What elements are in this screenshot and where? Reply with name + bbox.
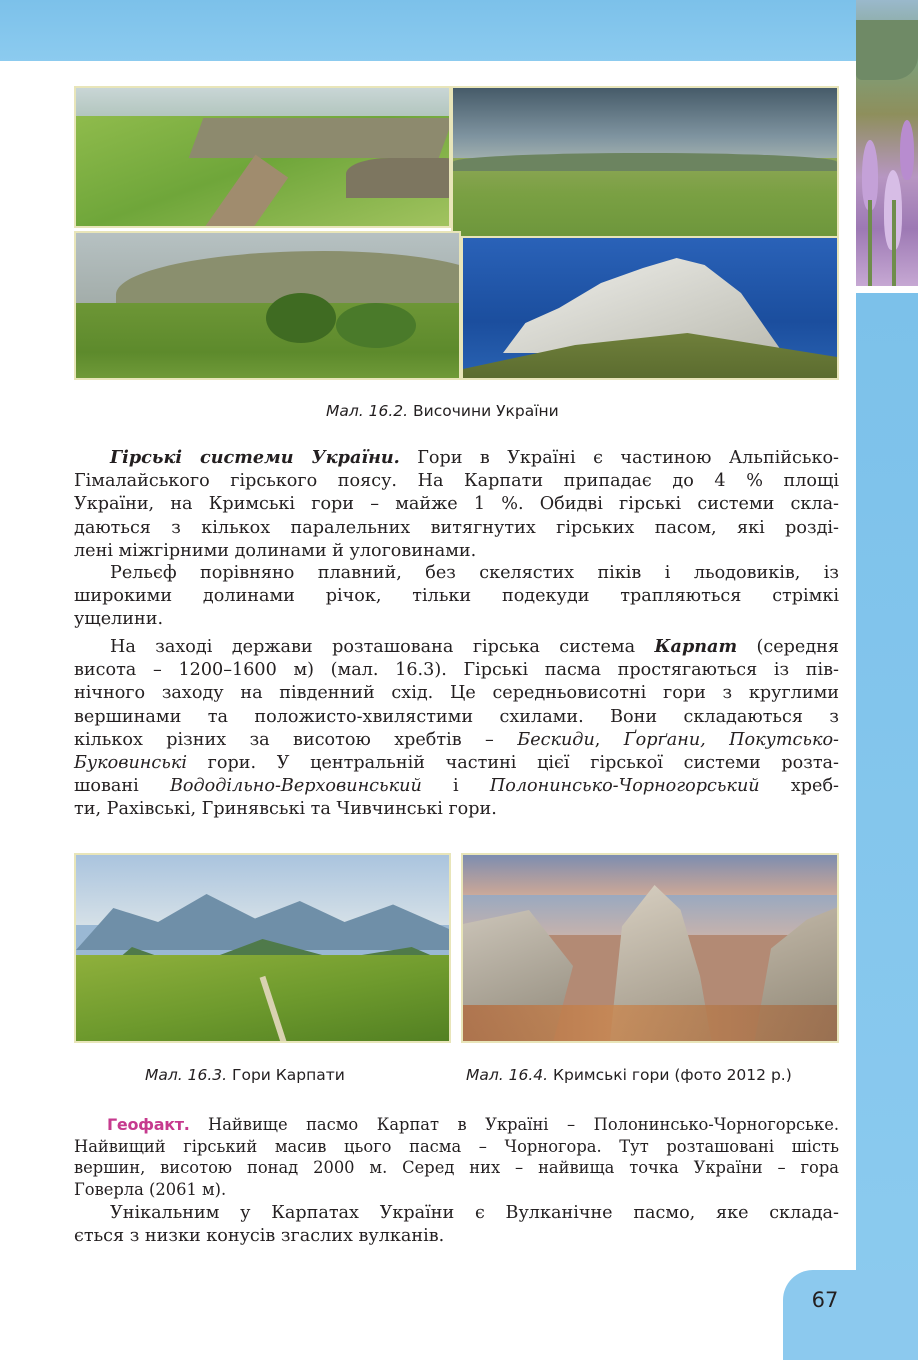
caption-title: Кримські гори (фото 2012 р.) (553, 1066, 792, 1084)
caption-label: Мал. 16.2. (326, 402, 409, 420)
figure-caption-16-2 (326, 402, 559, 420)
photo-rock-outcrop (461, 236, 839, 380)
paragraph-mountain-systems (74, 446, 839, 563)
photo-carpathians (74, 853, 451, 1043)
crocus-side-photo (856, 0, 918, 286)
caption-label: Мал. 16.4. (466, 1066, 549, 1084)
text-line: Геофакт. Найвище пасмо Карпат в Україні – Полонинсько-Чорногорське. (107, 1115, 839, 1134)
caption-title: Гори Карпати (232, 1066, 345, 1084)
text-line: широкими долинами річок, тільки подекуди трапляються стрімкі (74, 586, 839, 607)
photo-plain (451, 86, 839, 239)
text-line: вершин, висотою понад 2000 м. Серед них – найвища точка України – гора (74, 1158, 839, 1178)
text-line: нічного заходу на південний схід. Це середньовисотні гори з круглими (74, 683, 839, 704)
text-line: України, на Кримські гори – майже 1 %. Обидві гірські системи скла- (74, 494, 839, 515)
photo-plateau (74, 86, 451, 228)
text-line: лені міжгірними долинами й улоговинами. (74, 540, 477, 561)
header-band (0, 0, 856, 61)
text-line: кількох різних за висотою хребтів – Бескиди, Ґорґани, Покутсько- (74, 729, 839, 750)
text-line: Гірські системи України. Гори в Україні є частиною Альпійсько- (110, 447, 839, 468)
caption-title: Височини України (413, 402, 559, 420)
text-line: шовані Вододільно-Верховинський і Полонинсько-Чорногорський хреб- (74, 776, 839, 797)
page-number: 67 (811, 1288, 839, 1312)
geofact-label: Геофакт. (107, 1115, 190, 1134)
paragraph-carpathians (74, 635, 839, 822)
photo-crimean-mountains (461, 853, 839, 1043)
text-line: ти, Рахівські, Гринявські та Чивчинські гори. (74, 799, 497, 820)
text-line: Рельєф порівняно плавний, без скелястих піків і льодовиків, із (110, 563, 839, 583)
figure-caption-16-4 (466, 1066, 792, 1084)
text-line: даються з кількох паралельних витягнутих гірських пасом, які розді- (74, 517, 839, 538)
text-line: Говерла (2061 м). (74, 1179, 227, 1199)
text-line: Гімалайського гірського поясу. На Карпати припадає до 4 % площі (74, 471, 839, 492)
geofact-box (74, 1114, 839, 1200)
text-line: Найвищий гірський масив цього пасма – Чорногора. Тут розташовані шість (74, 1136, 839, 1156)
text-line: На заході держави розташована гірська система Карпат (середня (110, 636, 839, 657)
side-band (856, 293, 918, 1360)
page-number-tab (783, 1270, 918, 1360)
text-line: висота – 1200–1600 м) (мал. 16.3). Гірські пасма простягаються із пів- (74, 660, 839, 681)
figure-caption-16-3 (145, 1066, 345, 1084)
paragraph-volcanic-range (74, 1202, 839, 1248)
section-heading: Гірські системи України. (110, 447, 400, 468)
text-line: вершинами та положисто-хвилястими схилами. Вони складаються з (74, 706, 839, 727)
paragraph-relief (74, 562, 839, 632)
photo-hill (74, 231, 461, 380)
caption-label: Мал. 16.3. (145, 1066, 228, 1084)
text-line: Буковинські гори. У центральній частині цієї гірської системи розта- (74, 753, 839, 774)
text-line: ущелини. (74, 609, 164, 630)
text-line: Унікальним у Карпатах України є Вулканічне пасмо, яке склада- (110, 1203, 839, 1223)
text-line: ється з низки конусів згаслих вулканів. (74, 1226, 445, 1247)
